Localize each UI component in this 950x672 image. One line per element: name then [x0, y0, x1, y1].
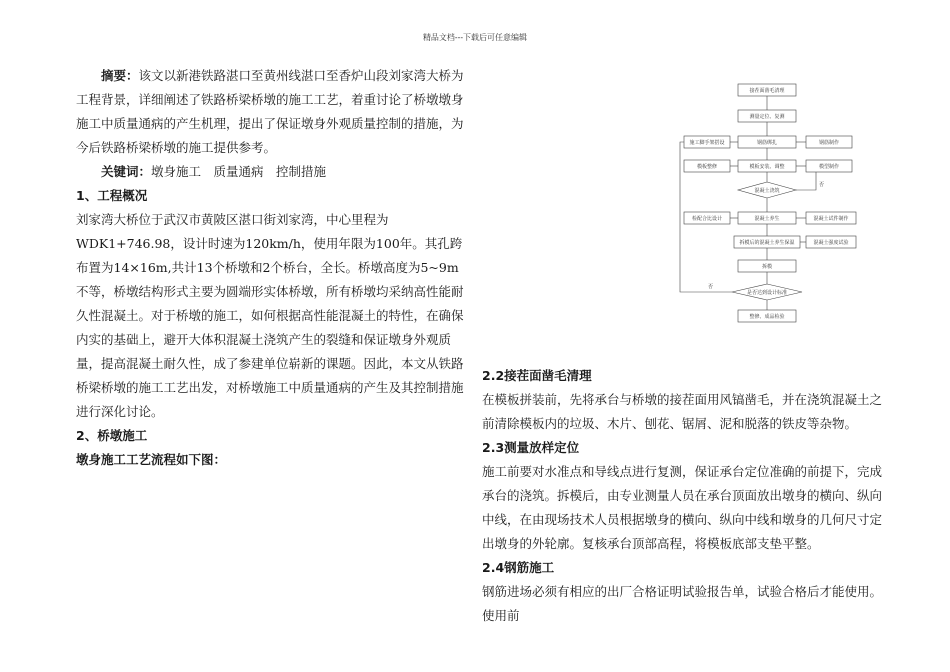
flow-no-label-1: 否 [819, 182, 825, 188]
flow-node-rebar-fab-label: 钢筋制作 [818, 140, 840, 146]
section-2-3-heading: 2.3测量放样定位 [482, 440, 580, 455]
flow-node-survey-label: 测量定位、复测 [749, 114, 785, 120]
section-2-4-paragraph: 钢筋进场必须有相应的出厂合格证明试验报告单，试验合格后才能使用。使用前 [482, 584, 883, 623]
abstract-paragraph [76, 64, 468, 160]
section-2-3-paragraph: 施工前要对水准点和导线点进行复测，保证承台定位准确的前提下，完成承台的浇筑。拆模后，由专业测量人员在承台顶面放出墩身的横向、纵向中线，在由现场技术人员根据墩身的横向、纵向中线和墩身的几何尺寸定出墩身的外轮廓。复核承台顶部高程，将模板底部支垫平整。 [482, 464, 883, 551]
section-2-heading: 2、桥墩施工 [76, 428, 148, 443]
flow-decision-standard-label: 是否达到设计标准 [746, 290, 788, 296]
flow-decision-pour-label: 混凝土浇筑 [754, 188, 780, 194]
flow-node-demold-label: 拆模 [761, 264, 773, 270]
flow-node-chiseling-label: 接茬面凿毛清理 [749, 88, 785, 94]
right-column [482, 364, 884, 628]
abstract-text: 该文以新港铁路湛口至黄州线湛口至香炉山段刘家湾大桥为工程背景，详细阐述了铁路桥梁桥墩的施工工艺，着重讨论了桥墩墩身施工中质量通病的产生机理，提出了保证墩身外观质量控制的措施，为今后铁路桥梁桥墩的施工提供参考。 [76, 68, 464, 155]
keywords-label: 关键词： [101, 164, 152, 179]
flow-node-form-repair-label: 模板整修 [696, 164, 718, 170]
keywords-line [76, 160, 468, 184]
flow-node-inspection-label: 整修、成品检验 [749, 314, 785, 320]
section-1-heading: 1、工程概况 [76, 188, 148, 203]
section-2-2-paragraph: 在模板拼装前，先将承台与桥墩的接茬面用风镐凿毛，并在浇筑混凝土之前清除模板内的垃圾、木片、刨花、锯屑、泥和脱落的铁皮等杂物。 [482, 392, 883, 431]
keywords-text: 墩身施工 质量通病 控制措施 [151, 164, 327, 179]
flow-node-form-fab-label: 模型制作 [818, 164, 840, 170]
section-2-2-heading: 2.2接茬面凿毛清理 [482, 368, 592, 383]
flow-node-scaffold-label: 施工脚手架搭设 [689, 140, 725, 146]
construction-flowchart [676, 80, 866, 325]
flow-node-formwork-label: 模板安装、调整 [749, 164, 785, 170]
left-column [76, 64, 468, 472]
flow-intro: 墩身施工工艺流程如下图： [76, 452, 227, 467]
flow-node-mix-design-label: 检配合比设计 [691, 216, 723, 222]
section-1-paragraph: 刘家湾大桥位于武汉市黄陂区湛口街刘家湾，中心里程为WDK1+746.98，设计时速为120km/h，使用年限为100年。其孔跨布置为14×16m,共计13个桥墩和2个桥台，全长。桥墩高度为5~9m不等，桥墩结构形式主要为圆端形实体桥墩，所有桥墩均采纳高性能耐久性混凝土。对于桥墩的施工，如何根据高性能混凝土的特性，在确保内实的基础上，避开大体积混凝土浇筑产生的裂缝和保证墩身外观质量，提高混凝土耐久性，成了参建单位崭新的课题。因此，本文从铁路桥梁桥墩的施工工艺出发，对桥墩施工中质量通病的产生及其控制措施进行深化讨论。 [76, 212, 464, 419]
flow-node-post-curing-label: 拆模后的混凝土养生保温 [739, 240, 795, 246]
flow-node-curing-label: 混凝土养生 [754, 216, 780, 222]
flow-node-strength-test-label: 混凝土强度试验 [813, 240, 849, 246]
abstract-label: 摘要： [101, 68, 139, 83]
flow-node-rebar-label: 钢筋绑扎 [756, 140, 778, 146]
section-2-4-heading: 2.4钢筋施工 [482, 560, 555, 575]
flow-node-specimen-label: 混凝土试件制作 [813, 216, 849, 222]
flow-no-label-2: 否 [708, 284, 714, 290]
page-header: 精品文档---下载后可任意编辑 [422, 33, 528, 42]
